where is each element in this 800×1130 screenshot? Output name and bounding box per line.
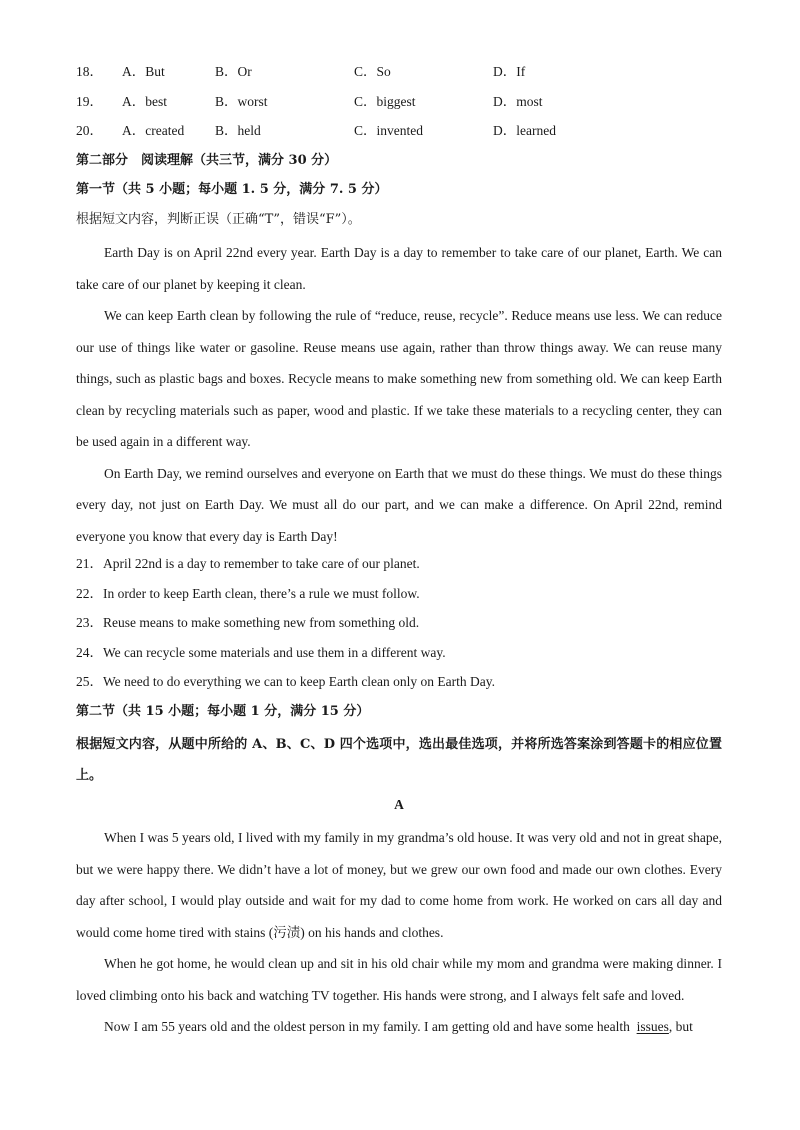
option-b: B．Or: [215, 64, 252, 79]
option-b: B．worst: [215, 93, 268, 109]
question-25: 25．We need to do everything we can to keep Earth clean only on Earth Day.: [76, 674, 496, 689]
option-d: D．learned: [493, 123, 556, 138]
paragraph-last: [76, 1011, 722, 1043]
paragraph: Earth Day is on April 22nd every year. Earth Day is a day to remember to take care of our planet, Earth. We can take care of our planet by keeping it clean.: [76, 245, 722, 292]
option-row-19: [76, 90, 722, 120]
option-c: C．biggest: [354, 93, 416, 109]
option-a: A．But: [122, 64, 165, 79]
section2-title: 第二节（共 15 小题；每小题 1 分，满分 15 分）: [76, 703, 370, 719]
part2-title: 第二部分 阅读理解（共三节，满分 30 分）: [76, 152, 338, 168]
paragraph: We can keep Earth clean by following the rule of “reduce, reuse, recycle”. Reduce means use less. We can reduce our use of things like water or gasoline. Reuse means use again, rather than throw things away. We can reuse many things, such as plastic bags and boxes. Recycle means to make something new from something old. We can keep Earth clean by recycling materials such as paper, wood and plastic. If we take these materials to a recycling center, they can be used again in a different way.: [76, 308, 722, 449]
option-d: D．If: [493, 64, 526, 79]
true-false-questions: [76, 552, 722, 700]
paragraph: On Earth Day, we remind ourselves and everyone on Earth that we must do these things. We must do these things every day, not just on Earth Day. We must all do our part, and we can make a difference. On April 22nd, remind everyone you know that every day is Earth Day!: [76, 465, 722, 544]
passage-a: [76, 822, 722, 1043]
option-d: D．most: [493, 93, 543, 109]
section2-instruction: 根据短文内容，从题中所给的 A、B、C、D 四个选项中，选出最佳选项，并将所选答案涂到答题卡的相应位置上。: [76, 737, 722, 783]
passage-earth-day: [76, 237, 722, 552]
question-number: 19．: [76, 93, 103, 109]
paragraph: When he got home, he would clean up and sit in his old chair while my mom and grandma were making dinner. I loved climbing onto his back and watching TV together. His hands were strong, and I always felt safe and loved.: [76, 956, 722, 1003]
paragraph: When I was 5 years old, I lived with my family in my grandma’s old house. It was very old and not in great shape, but we were happy there. We didn’t have a lot of money, but we grew our own food and made our own clothes. Every day after school, I would play outside and wait for my dad to come home from work. He worked on cars all day and would come home tired with stains (污渍) on his hands and clothes.: [76, 830, 722, 940]
option-a: A．best: [122, 93, 167, 109]
question-number: 20．: [76, 123, 103, 138]
option-a: A．created: [122, 123, 185, 138]
option-c: C．So: [354, 64, 391, 79]
document-page: [76, 60, 722, 1043]
question-number: 18．: [76, 64, 103, 79]
option-c: C．invented: [354, 123, 423, 138]
question-24: 24．We can recycle some materials and use them in a different way.: [76, 644, 446, 660]
question-22: 22．In order to keep Earth clean, there’s a rule we must follow.: [76, 585, 420, 601]
paragraph-text-end: , but: [668, 1019, 693, 1034]
section1-instruction: 根据短文内容，判断正误（正确“T”，错误“F”）。: [76, 211, 361, 227]
option-row-20: [76, 119, 722, 149]
paragraph-text: Now I am 55 years old and the oldest person in my family. I am getting old and have some health: [104, 1019, 630, 1034]
option-b: B．held: [215, 123, 261, 138]
question-23: 23．Reuse means to make something new from something old.: [76, 615, 420, 630]
passage-a-label: A: [394, 797, 404, 812]
underlined-word: issues: [636, 1019, 669, 1034]
section1-title: 第一节（共 5 小题；每小题 1. 5 分，满分 7. 5 分）: [76, 182, 388, 197]
options-block: [76, 60, 722, 149]
option-row-18: [76, 60, 722, 90]
question-21: 21．April 22nd is a day to remember to take care of our planet.: [76, 556, 420, 571]
